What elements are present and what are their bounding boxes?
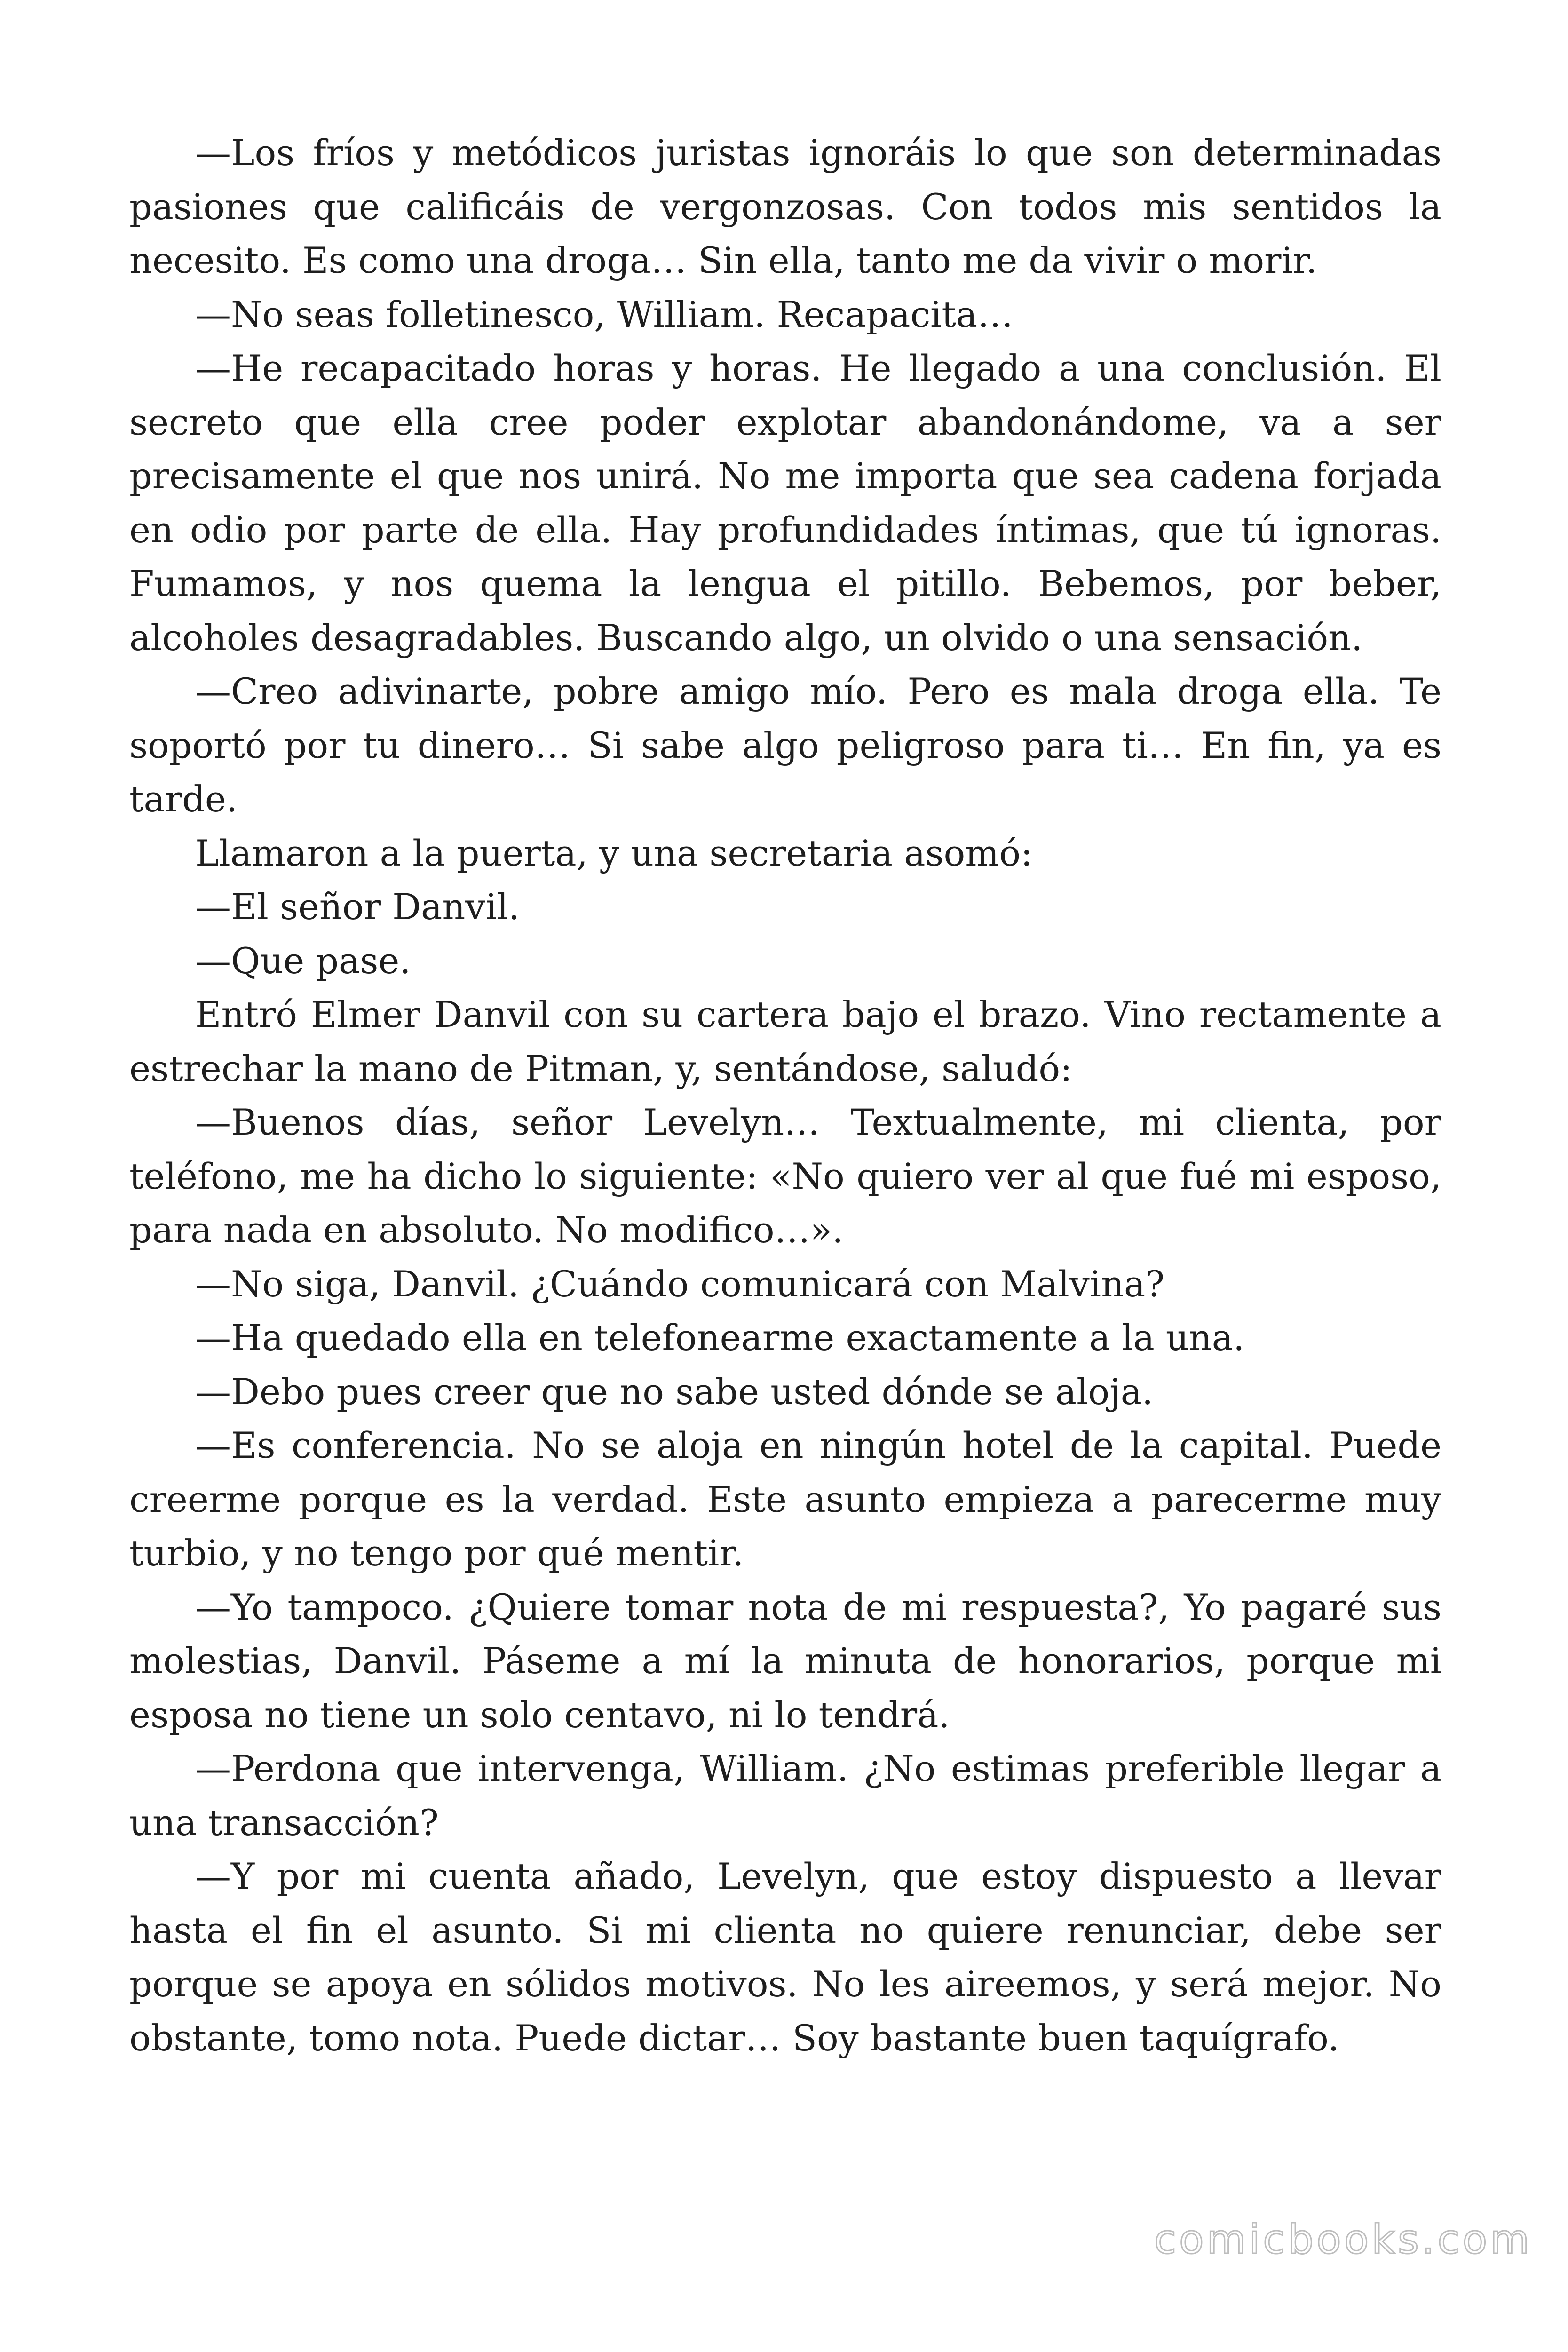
- paragraph: —Yo tampoco. ¿Quiere tomar nota de mi respuesta?, Yo pagaré sus molestias, Danvil. Páseme a mí la minuta de honorarios, porque mi esposa no tiene un solo centavo, ni lo tendrá.: [129, 1586, 1441, 1736]
- paragraph: —Es conferencia. No se aloja en ningún hotel de la capital. Puede creerme porque es la verdad. Este asunto empieza a parecerme muy turbio, y no tengo por qué mentir.: [129, 1424, 1441, 1574]
- paragraph: —Los fríos y metódicos juristas ignoráis lo que son determinadas pasiones que calificáis de vergonzosas. Con todos mis sentidos la necesito. Es como una droga… Sin ella, tanto me da vivir o morir.: [129, 132, 1441, 281]
- paragraph: Llamaron a la puerta, y una secretaria asomó:: [195, 832, 1033, 874]
- paragraph: —Buenos días, señor Levelyn… Textualmente, mi clienta, por teléfono, me ha dicho lo siguiente: «No quiero ver al que fué mi esposo, para nada en absoluto. No modifico…».: [129, 1101, 1441, 1251]
- paragraph: —Ha quedado ella en telefonearme exactamente a la una.: [195, 1317, 1245, 1359]
- watermark: comicbooks.com: [1154, 2216, 1532, 2263]
- paragraph: —No seas folletinesco, William. Recapacita…: [195, 293, 1014, 335]
- paragraph: —Que pase.: [195, 939, 411, 982]
- page-body: [129, 126, 1441, 2065]
- paragraph: —He recapacitado horas y horas. He llegado a una conclusión. El secreto que ella cree poder explotar abandonándome, va a ser precisamente el que nos unirá. No me importa que sea cadena forjada en odio por parte de ella. Hay profundidades íntimas, que tú ignoras. Fumamos, y nos quema la lengua el pitillo. Bebemos, por beber, alcoholes desagradables. Buscando algo, un olvido o una sensación.: [129, 347, 1441, 659]
- paragraph: —No siga, Danvil. ¿Cuándo comunicará con Malvina?: [195, 1263, 1165, 1305]
- paragraph: —Creo adivinarte, pobre amigo mío. Pero es mala droga ella. Te soportó por tu dinero… Si sabe algo peligroso para ti… En fin, ya es tarde.: [129, 670, 1441, 820]
- paragraph: —Y por mi cuenta añado, Levelyn, que estoy dispuesto a llevar hasta el fin el asunto. Si mi clienta no quiere renunciar, debe ser porque se apoya en sólidos motivos. No les aireemos, y será mejor. No obstante, tomo nota. Puede dictar… Soy bastante buen taquígrafo.: [129, 1855, 1441, 2059]
- paragraph: Entró Elmer Danvil con su cartera bajo el brazo. Vino rectamente a estrechar la mano de Pitman, y, sentándose, saludó:: [129, 993, 1441, 1089]
- paragraph: —Perdona que intervenga, William. ¿No estimas preferible llegar a una transacción?: [129, 1748, 1441, 1843]
- paragraph: —El señor Danvil.: [195, 886, 520, 928]
- paragraph: —Debo pues creer que no sabe usted dónde se aloja.: [195, 1370, 1154, 1413]
